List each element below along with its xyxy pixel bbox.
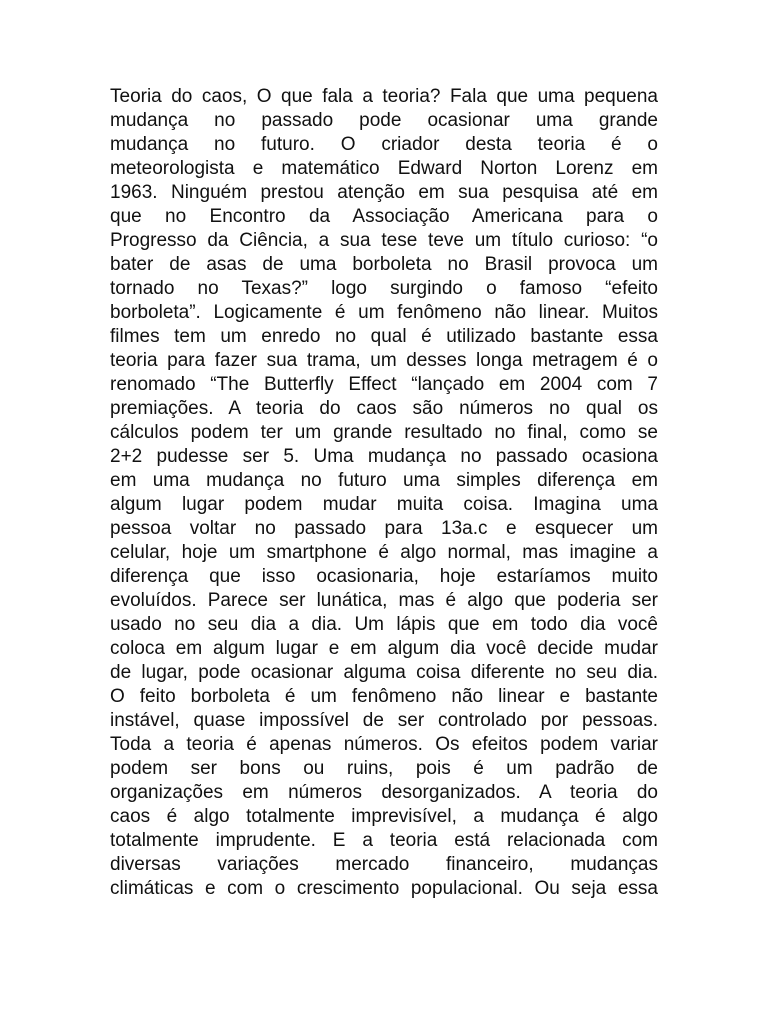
text-line: diversas variações mercado financeiro, mudanças [110, 854, 658, 875]
text-line: premiações. A teoria do caos são números no qual os [110, 398, 658, 419]
text-line: que no Encontro da Associação Americana para o [110, 206, 658, 227]
text-line: tornado no Texas?” logo surgindo o famoso “efeito [110, 278, 658, 299]
text-line: Toda a teoria é apenas números. Os efeitos podem variar [110, 734, 658, 755]
text-line: totalmente imprudente. E a teoria está relacionada com [110, 830, 658, 851]
text-line: pessoa voltar no passado para 13a.c e esquecer um [110, 518, 658, 539]
text-line: teoria para fazer sua trama, um desses longa metragem é o [110, 350, 658, 371]
text-line: em uma mudança no futuro uma simples diferença em [110, 470, 658, 491]
text-line: filmes tem um enredo no qual é utilizado bastante essa [110, 326, 658, 347]
text-line: climáticas e com o crescimento populacional. Ou seja essa [110, 878, 658, 899]
body-paragraph [110, 85, 658, 901]
text-line: podem ser bons ou ruins, pois é um padrão de [110, 758, 658, 779]
text-line: mudança no passado pode ocasionar uma grande [110, 110, 658, 131]
text-line: usado no seu dia a dia. Um lápis que em todo dia você [110, 614, 658, 635]
text-line: caos é algo totalmente imprevisível, a mudança é algo [110, 806, 658, 827]
text-line: de lugar, pode ocasionar alguma coisa diferente no seu dia. [110, 662, 658, 683]
text-line: coloca em algum lugar e em algum dia você decide mudar [110, 638, 658, 659]
text-line: evoluídos. Parece ser lunática, mas é algo que poderia ser [110, 590, 658, 611]
text-line: Progresso da Ciência, a sua tese teve um título curioso: “o [110, 230, 658, 251]
text-line: diferença que isso ocasionaria, hoje estaríamos muito [110, 566, 658, 587]
text-line: borboleta”. Logicamente é um fenômeno não linear. Muitos [110, 302, 658, 323]
text-line: Teoria do caos, O que fala a teoria? Fala que uma pequena [110, 86, 658, 107]
text-line: celular, hoje um smartphone é algo normal, mas imagine a [110, 542, 658, 563]
text-line: bater de asas de uma borboleta no Brasil provoca um [110, 254, 658, 275]
text-line: 2+2 pudesse ser 5. Uma mudança no passado ocasiona [110, 446, 658, 467]
text-line: O feito borboleta é um fenômeno não linear e bastante [110, 686, 658, 707]
text-line: cálculos podem ter um grande resultado no final, como se [110, 422, 658, 443]
text-line: mudança no futuro. O criador desta teoria é o [110, 134, 658, 155]
text-line: 1963. Ninguém prestou atenção em sua pesquisa até em [110, 182, 658, 203]
text-line: instável, quase impossível de ser controlado por pessoas. [110, 710, 658, 731]
text-line: meteorologista e matemático Edward Norton Lorenz em [110, 158, 658, 179]
text-line: renomado “The Butterfly Effect “lançado em 2004 com 7 [110, 374, 658, 395]
text-line: organizações em números desorganizados. A teoria do [110, 782, 658, 803]
text-line: algum lugar podem mudar muita coisa. Imagina uma [110, 494, 658, 515]
